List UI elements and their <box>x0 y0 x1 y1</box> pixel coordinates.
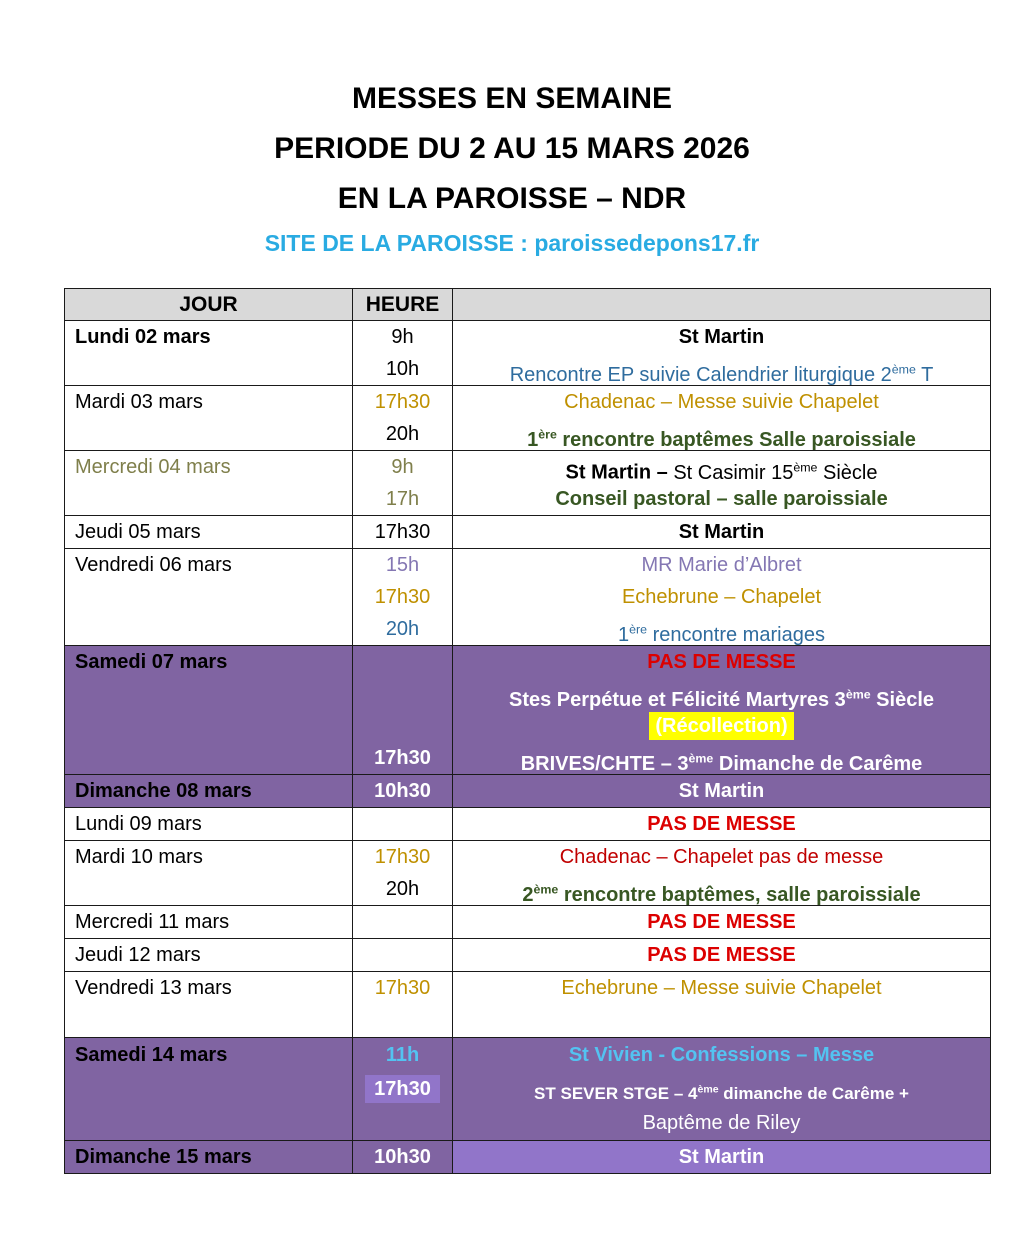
day-cell: Mardi 03 mars <box>65 386 353 451</box>
event-line: St Vivien - Confessions – Messe <box>568 1044 875 1066</box>
time-cell <box>353 841 453 906</box>
row-spacer <box>453 1004 990 1037</box>
event-line: Chadenac – Chapelet pas de messe <box>559 846 884 868</box>
event-cell <box>453 1141 991 1174</box>
event-line: 2ème rencontre baptêmes, salle paroissiale <box>522 882 921 906</box>
table-row <box>65 906 991 939</box>
day-cell: Dimanche 08 mars <box>65 775 353 808</box>
event-cell <box>453 972 991 1038</box>
time-line <box>353 939 452 971</box>
time-line: 9h <box>391 456 414 478</box>
time-cell <box>353 1038 453 1141</box>
event-cell <box>453 451 991 516</box>
table-row <box>65 775 991 808</box>
page-title-line2: PERIODE DU 2 AU 15 MARS 2026 <box>274 132 750 165</box>
time-cell <box>353 516 453 549</box>
event-line: St Martin – St Casimir 15ème Siècle <box>565 460 878 484</box>
event-cell <box>453 386 991 451</box>
time-line: 17h30 <box>374 747 431 769</box>
time-line <box>353 646 452 678</box>
event-cell <box>453 516 991 549</box>
time-line <box>353 678 452 710</box>
time-line: 17h30 <box>374 391 431 413</box>
time-line <box>353 808 452 840</box>
event-line: St Martin <box>678 1146 765 1168</box>
time-line: 17h30 <box>374 521 431 543</box>
schedule-table <box>64 288 991 1174</box>
event-line: Chadenac – Messe suivie Chapelet <box>564 391 879 413</box>
time-line: 20h <box>385 618 420 640</box>
time-line: 10h30 <box>374 1146 431 1168</box>
event-cell <box>453 321 991 386</box>
event-line: Echebrune – Messe suivie Chapelet <box>561 977 882 999</box>
table-row <box>65 1038 991 1141</box>
column-header-events <box>453 289 991 321</box>
day-cell: Vendredi 13 mars <box>65 972 353 1038</box>
table-header-row <box>65 289 991 321</box>
time-cell <box>353 1141 453 1174</box>
site-link[interactable]: SITE DE LA PAROISSE : paroissedepons17.fr <box>264 230 760 256</box>
table-row <box>65 549 991 646</box>
event-line: St Martin <box>678 521 765 543</box>
time-line <box>353 1106 452 1140</box>
time-line: 11h <box>385 1044 420 1066</box>
time-line: 17h30 <box>374 977 431 999</box>
day-cell: Jeudi 12 mars <box>65 939 353 972</box>
table-row <box>65 451 991 516</box>
event-cell <box>453 939 991 972</box>
event-line: 1ère rencontre mariages <box>618 622 825 646</box>
time-line <box>353 710 452 742</box>
event-line: Stes Perpétue et Félicité Martyres 3ème Siècle <box>508 687 935 711</box>
time-cell <box>353 386 453 451</box>
time-line: 15h <box>385 554 420 576</box>
time-cell <box>353 775 453 808</box>
event-line: Conseil pastoral – salle paroissiale <box>555 488 888 510</box>
day-cell: Mardi 10 mars <box>65 841 353 906</box>
time-cell <box>353 451 453 516</box>
time-cell <box>353 321 453 386</box>
event-line: Echebrune – Chapelet <box>621 586 822 608</box>
day-cell: Mercredi 11 mars <box>65 906 353 939</box>
table-row <box>65 646 991 775</box>
time-line: 17h <box>385 488 420 510</box>
time-line: 20h <box>385 423 420 445</box>
time-cell <box>353 549 453 646</box>
table-row <box>65 939 991 972</box>
time-line: 20h <box>385 878 420 900</box>
event-line: MR Marie d’Albret <box>641 554 802 576</box>
event-line: St Martin <box>678 780 765 802</box>
event-cell <box>453 549 991 646</box>
time-line <box>353 906 452 938</box>
page-title-line1: MESSES EN SEMAINE <box>351 82 673 115</box>
event-cell <box>453 808 991 841</box>
time-line: 17h30 <box>374 846 431 868</box>
time-cell <box>353 906 453 939</box>
time-cell <box>353 808 453 841</box>
day-cell: Samedi 14 mars <box>65 1038 353 1141</box>
day-cell: Lundi 09 mars <box>65 808 353 841</box>
event-line: Baptême de Riley <box>642 1112 801 1134</box>
table-row <box>65 841 991 906</box>
table-row <box>65 516 991 549</box>
event-line: Rencontre EP suivie Calendrier liturgique 2ème T <box>509 362 934 386</box>
time-cell <box>353 939 453 972</box>
day-cell: Lundi 02 mars <box>65 321 353 386</box>
event-line: St Martin <box>678 326 765 348</box>
day-cell: Vendredi 06 mars <box>65 549 353 646</box>
event-line: (Récollection) <box>453 710 990 742</box>
table-row <box>65 972 991 1038</box>
time-line: 17h30 <box>353 1072 452 1106</box>
event-line: BRIVES/CHTE – 3ème Dimanche de Carême <box>520 751 923 775</box>
time-line: 17h30 <box>374 586 431 608</box>
time-line: 10h <box>385 358 420 380</box>
day-cell: Jeudi 05 mars <box>65 516 353 549</box>
event-cell <box>453 1038 991 1141</box>
event-cell <box>453 906 991 939</box>
time-line: 9h <box>391 326 414 348</box>
event-cell <box>453 775 991 808</box>
document-header <box>0 74 1024 260</box>
event-line: ST SEVER STGE – 4ème dimanche de Carême + <box>534 1083 909 1103</box>
table-row <box>65 321 991 386</box>
table-row <box>65 808 991 841</box>
event-line: PAS DE MESSE <box>647 944 796 966</box>
table-row <box>65 386 991 451</box>
page-title-line3: EN LA PAROISSE – NDR <box>337 182 687 215</box>
event-line: PAS DE MESSE <box>647 651 796 673</box>
time-cell <box>353 646 453 775</box>
day-cell: Mercredi 04 mars <box>65 451 353 516</box>
column-header-jour: JOUR <box>65 289 353 321</box>
column-header-heure: HEURE <box>353 289 453 321</box>
event-cell <box>453 646 991 775</box>
event-line: PAS DE MESSE <box>647 911 796 933</box>
day-cell: Samedi 07 mars <box>65 646 353 775</box>
event-line: 1ère rencontre baptêmes Salle paroissiale <box>527 427 916 451</box>
event-cell <box>453 841 991 906</box>
table-row <box>65 1141 991 1174</box>
time-line: 10h30 <box>374 780 431 802</box>
event-line: PAS DE MESSE <box>647 813 796 835</box>
day-cell: Dimanche 15 mars <box>65 1141 353 1174</box>
time-cell <box>353 972 453 1038</box>
